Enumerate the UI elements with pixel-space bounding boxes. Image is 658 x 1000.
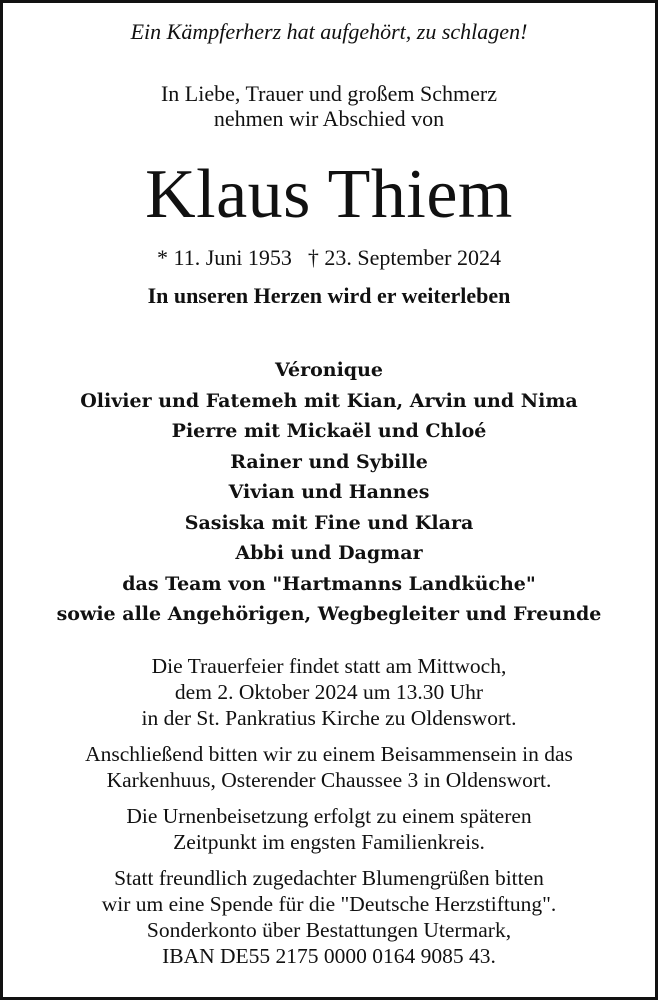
urn-burial-details xyxy=(3,803,655,855)
deceased-name: Klaus Thiem xyxy=(145,156,513,233)
mourner-line: Véronique xyxy=(275,359,383,381)
donation-line: Sonderkonto über Bestattungen Utermark, xyxy=(146,918,512,942)
epitaph: In unseren Herzen wird er weiterleben xyxy=(147,283,511,308)
gathering-details xyxy=(3,741,655,793)
intro-text xyxy=(3,81,655,131)
gathering-line: Karkenhuus, Osterender Chaussee 3 in Oldenswort. xyxy=(106,768,552,792)
service-line: dem 2. Oktober 2024 um 13.30 Uhr xyxy=(174,680,484,704)
mourner-line: Vivian und Hannes xyxy=(228,481,430,503)
mourner-line: Abbi und Dagmar xyxy=(235,542,423,564)
donation-line: IBAN DE55 2175 0000 0164 9085 43. xyxy=(162,944,496,968)
birth-date: * 11. Juni 1953 xyxy=(157,245,292,270)
mourners-list xyxy=(3,355,655,630)
mourner-line: Sasiska mit Fine und Klara xyxy=(184,511,474,534)
service-details xyxy=(3,653,655,731)
funeral-information xyxy=(3,653,655,979)
mourner-line: Rainer und Sybille xyxy=(230,450,428,473)
intro-line: In Liebe, Trauer und großem Schmerz xyxy=(160,81,498,106)
mourner-line: Olivier und Fatemeh mit Kian, Arvin und Nima xyxy=(80,389,578,412)
service-line: in der St. Pankratius Kirche zu Oldenswort. xyxy=(141,706,517,730)
donation-details xyxy=(3,865,655,969)
urn-burial-line: Zeitpunkt im engsten Familienkreis. xyxy=(173,830,485,854)
mourner-line: sowie alle Angehörigen, Wegbegleiter und Freunde xyxy=(56,603,602,625)
death-date: † 23. September 2024 xyxy=(307,245,501,270)
donation-line: wir um eine Spende für die "Deutsche Herzstiftung". xyxy=(101,892,557,916)
mourner-line: das Team von "Hartmanns Landküche" xyxy=(122,572,536,595)
urn-burial-line: Die Urnenbeisetzung erfolgt zu einem späteren xyxy=(126,804,532,828)
service-line: Die Trauerfeier findet statt am Mittwoch, xyxy=(151,654,507,678)
life-dates xyxy=(3,243,655,273)
mourner-line: Pierre mit Mickaël und Chloé xyxy=(171,420,487,442)
intro-line: nehmen wir Abschied von xyxy=(213,106,445,131)
gathering-line: Anschließend bitten wir zu einem Beisammensein in das xyxy=(85,742,573,766)
motto-line: Ein Kämpferherz hat aufgehört, zu schlagen! xyxy=(130,19,528,44)
donation-line: Statt freundlich zugedachter Blumengrüßen bitten xyxy=(114,866,544,890)
